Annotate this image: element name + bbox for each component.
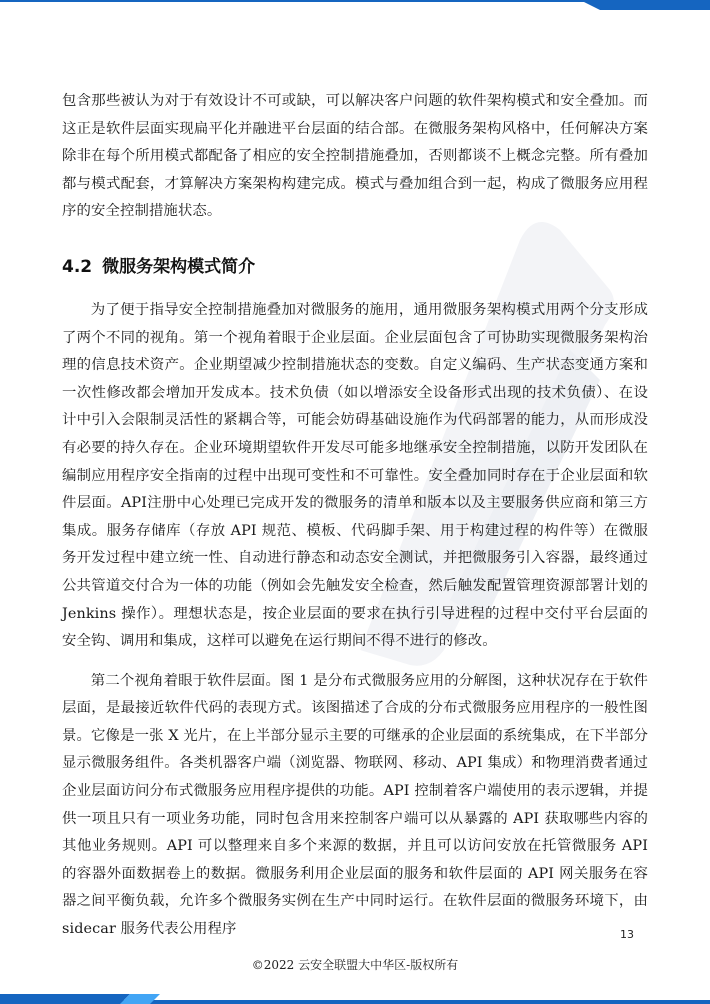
body-paragraph-2: 第二个视角着眼于软件层面。图 1 是分布式微服务应用的分解图，这种状况存在于软件层面，是最接近软件代码的表现方式。该图描述了合成的分布式微服务应用程序的一般性图景。它像是一张 X 光片，在上半部分显示主要的可继承的企业层面的系统集成，在下半部分显示微服务组件。各类机器客户端（浏览器、物联网、移动、API 集成）和物理消费者通过企业层面访问分布式微服务应用程序提供的功能。API 控制着客户端使用的表示逻辑，并提供一项且只有一项业务功能，同时包含用来控制客户端可以从暴露的 API 获取哪些内容的其他业务规则。API 可以整理来自多个来源的数据，并且可以访问安放在托管微服务 API 的容器外面数据卷上的数据。微服务利用企业层面的服务和软件层面的 API 网关服务在容器之间平衡负载，允许多个微服务实例在生产中同时运行。在软件层面的微服务环境下，由 sidecar 服务代表公用程序 xyxy=(62,672,648,938)
copyright-footer: ©2022 云安全联盟大中华区-版权所有 xyxy=(251,958,459,972)
body-paragraph-1: 为了便于指导安全控制措施叠加对微服务的施用，通用微服务架构模式用两个分支形成了两个不同的视角。第一个视角着眼于企业层面。企业层面包含了可协助实现微服务架构治理的信息技术资产。企业期望减少控制措施状态的变数。自定义编码、生产状态变通方案和一次性修改都会增加开发成本。技术负债（如以增添安全设备形式出现的技术负债）、在设计中引入会限制灵活性的紧耦合等，可能会妨碍基础设施作为代码部署的能力，从而形成没有必要的持久存在。企业环境期望软件开发尽可能多地继承安全控制措施，以防开发团队在编制应用程序安全指南的过程中出现可变性和不可靠性。安全叠加同时存在于企业层面和软件层面。API注册中心处理已完成开发的微服务的清单和版本以及主要服务供应商和第三方集成。服务存储库（存放 API 规范、模板、代码脚手架、用于构建过程的构件等）在微服务开发过程中建立统一性、自动进行静态和动态安全测试，并把微服务引入容器，最终通过公共管道交付合为一体的功能（例如会先触发安全检查，然后触发配置管理资源部署计划的 Jenkins 操作）。理想状态是，按企业层面的要求在执行引导进程的过程中交付平台层面的安全钩、调用和集成，这样可以避免在运行期间不得不进行的修改。 xyxy=(62,301,648,650)
section-title: 微服务架构模式简介 xyxy=(102,256,256,277)
footer-decor-bar xyxy=(0,990,710,1004)
intro-paragraph: 包含那些被认为对于有效设计不可或缺，可以解决客户问题的软件架构模式和安全叠加。而这正是软件层面实现扁平化并融进平台层面的结合部。在微服务架构风格中，任何解决方案除非在每个所用模式都配备了相应的安全控制措施叠加，否则都谈不上概念完整。所有叠加都与模式配套，才算解决方案架构构建完成。模式与叠加组合到一起，构成了微服务应用程序的安全控制措施状态。 xyxy=(62,93,648,220)
page-content xyxy=(62,88,648,944)
header-decor-bar xyxy=(0,0,710,10)
section-number: 4.2 xyxy=(62,256,93,277)
section-heading xyxy=(62,252,648,277)
page-number: 13 xyxy=(620,928,634,941)
